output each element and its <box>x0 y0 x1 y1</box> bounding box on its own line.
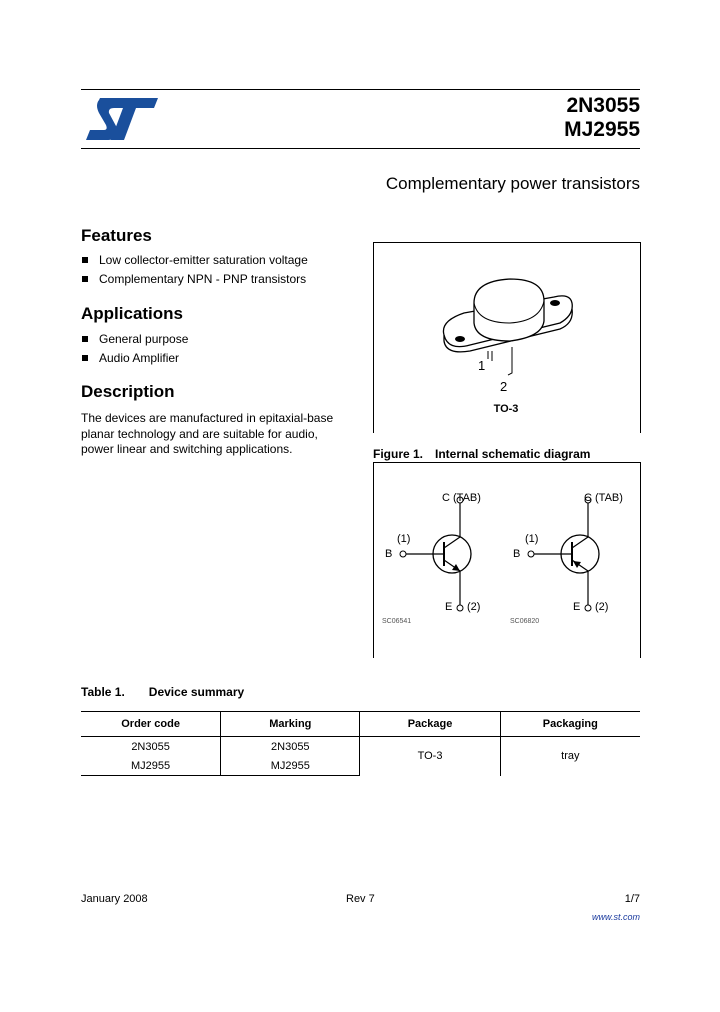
list-item: Audio Amplifier <box>81 349 188 368</box>
schematic-figure-box <box>373 462 641 658</box>
pnp-collector-label: C (TAB) <box>584 492 623 504</box>
package-label: TO-3 <box>493 403 519 415</box>
figure-caption <box>373 447 602 461</box>
document-title: Complementary power transistors <box>385 174 640 193</box>
table-title: Device summary <box>148 685 245 699</box>
website-link[interactable]: www.st.com <box>591 912 640 922</box>
npn-drawing-code: SC06541 <box>382 618 412 625</box>
table-cell: MJ2955 <box>221 756 360 776</box>
column-header: Order code <box>81 712 221 737</box>
part-number-1: 2N3055 <box>566 94 640 117</box>
table-header-row <box>81 712 640 737</box>
pnp-emitter-pin-label: (2) <box>595 601 609 613</box>
header-top-rule <box>81 89 640 90</box>
description-text: The devices are manufactured in epitaxial-base planar technology and are suitable for audio, power linear and switching applications. <box>81 411 334 456</box>
npn-base-label: B <box>385 548 393 560</box>
column-header: Packaging <box>500 712 640 737</box>
pnp-base-pin-label: (1) <box>525 533 539 545</box>
applications-list <box>81 330 188 368</box>
npn-emitter-label: E <box>445 601 453 613</box>
pnp-base-label: B <box>513 548 521 560</box>
table-cell: MJ2955 <box>81 756 221 776</box>
list-item: General purpose <box>81 330 188 349</box>
npn-transistor-symbol <box>400 497 471 611</box>
table-caption <box>81 685 268 699</box>
list-item: Low collector-emitter saturation voltage <box>81 251 308 270</box>
footer-date: January 2008 <box>81 893 148 905</box>
npn-collector-label: C (TAB) <box>442 492 481 504</box>
pnp-drawing-code: SC06820 <box>510 618 540 625</box>
column-header: Marking <box>221 712 360 737</box>
table-cell: 2N3055 <box>131 740 170 753</box>
table-cell-packaging: tray <box>500 737 640 776</box>
applications-heading: Applications <box>81 304 184 323</box>
pnp-emitter-label: E <box>573 601 581 613</box>
pnp-transistor-symbol <box>528 497 599 611</box>
header-bottom-rule <box>81 148 640 149</box>
figure-title: Internal schematic diagram <box>435 447 591 461</box>
npn-emitter-pin-label: (2) <box>467 601 481 613</box>
list-item: Complementary NPN - PNP transistors <box>81 270 308 289</box>
part-number-2: MJ2955 <box>564 118 640 141</box>
device-summary-table <box>81 711 640 776</box>
features-heading: Features <box>81 226 152 245</box>
pin-2-label: 2 <box>500 379 508 394</box>
figure-number: Figure 1. <box>373 447 424 461</box>
table-cell: 2N3055 <box>221 737 360 757</box>
pin-1-label: 1 <box>478 358 486 373</box>
footer-page-number: 1/7 <box>624 893 640 905</box>
table-row <box>81 737 640 757</box>
column-header: Package <box>360 712 500 737</box>
features-list <box>81 251 308 289</box>
table-cell-package: TO-3 <box>360 737 500 776</box>
table-number: Table 1. <box>81 685 125 699</box>
description-heading: Description <box>81 382 175 401</box>
footer-revision: Rev 7 <box>346 893 375 905</box>
npn-base-pin-label: (1) <box>397 533 411 545</box>
st-logo <box>84 96 160 142</box>
